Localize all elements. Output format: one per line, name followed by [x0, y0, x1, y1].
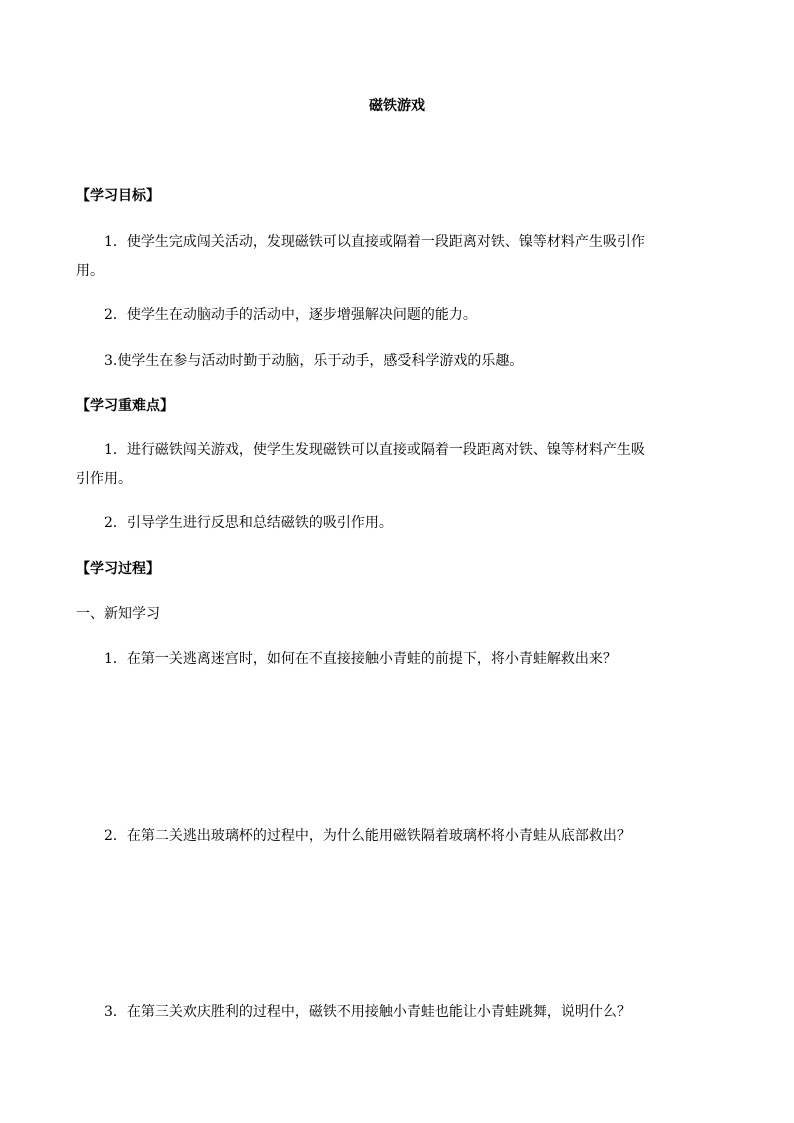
key-point-2: 2．引导学生进行反思和总结磁铁的吸引作用。: [104, 515, 393, 531]
question-2: 2．在第二关逃出玻璃杯的过程中，为什么能用磁铁隔着玻璃杯将小青蛙从底部救出？: [104, 828, 631, 844]
key-point-1-line-1: 1．进行磁铁闯关游戏，使学生发现磁铁可以直接或隔着一段距离对铁、镍等材料产生吸: [104, 442, 645, 458]
objective-1-line-2: 用。: [76, 263, 104, 279]
document-title: 磁铁游戏: [369, 98, 425, 114]
key-point-1-line-2: 引作用。: [76, 471, 132, 487]
section-heading-process: 【学习过程】: [76, 561, 160, 577]
section-heading-key-points: 【学习重难点】: [76, 398, 174, 414]
question-3: 3．在第三关欢庆胜利的过程中，磁铁不用接触小青蛙也能让小青蛙跳舞，说明什么？: [104, 1004, 631, 1020]
question-1: 1．在第一关逃离迷宫时，如何在不直接接触小青蛙的前提下，将小青蛙解救出来？: [104, 651, 617, 667]
section-heading-objectives: 【学习目标】: [76, 188, 160, 204]
objective-1-line-1: 1．使学生完成闯关活动，发现磁铁可以直接或隔着一段距离对铁、镍等材料产生吸引作: [104, 234, 645, 250]
subheading-new-knowledge: 一、新知学习: [76, 606, 160, 622]
objective-2: 2．使学生在动脑动手的活动中，逐步增强解决问题的能力。: [104, 307, 477, 323]
objective-3: 3.使学生在参与活动时勤于动脑，乐于动手，感受科学游戏的乐趣。: [104, 353, 524, 369]
